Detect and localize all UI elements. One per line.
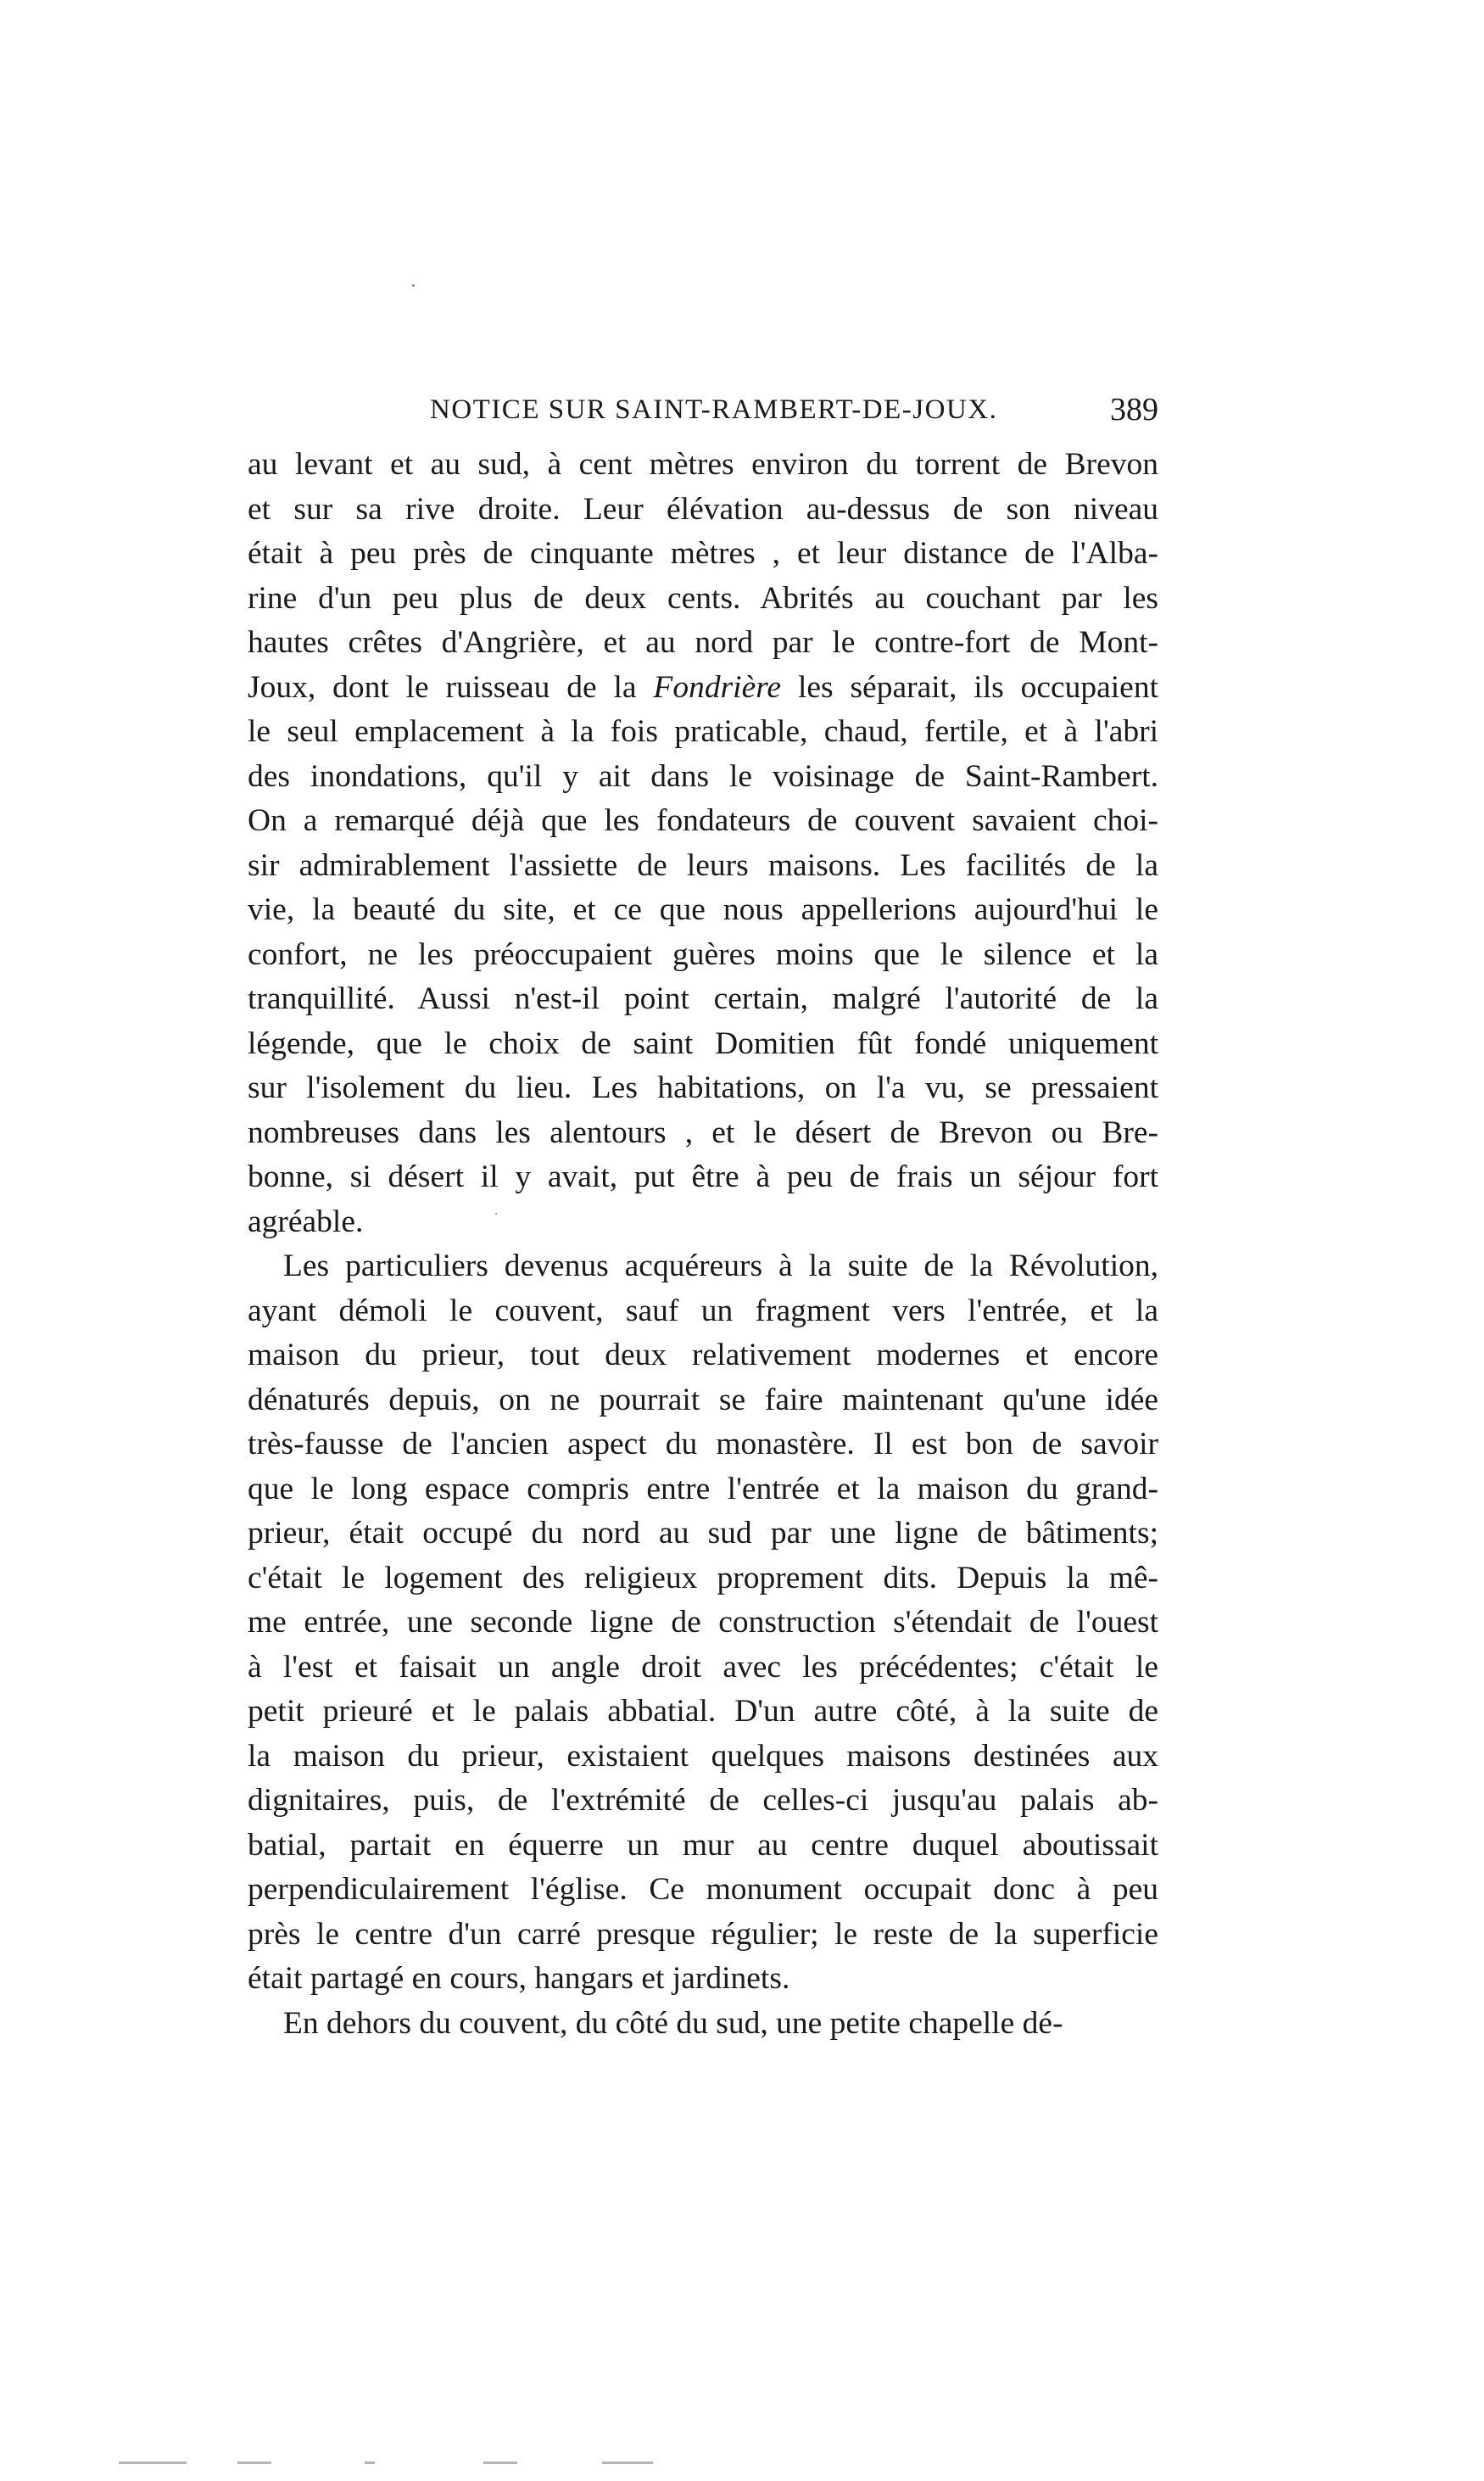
page-header — [248, 388, 1158, 431]
text-line: Les particuliers devenus acquéreurs à la suite de la Révolution, — [283, 1249, 1158, 1283]
edge-mark — [602, 2461, 653, 2464]
page-number: 389 — [1110, 392, 1158, 427]
text-line: hautes crêtes d'Angrière, et au nord par le contre-fort de Mont- — [248, 625, 1158, 660]
text-line: des inondations, qu'il y ait dans le voisinage de Saint-Rambert. — [248, 758, 1158, 794]
text-line: légende, que le choix de saint Domitien fût fondé uniquement — [248, 1025, 1158, 1061]
text-line: et sur sa rive droite. Leur élévation au-dessus de son niveau — [248, 491, 1158, 527]
text-line: prieur, était occupé du nord au sud par une ligne de bâtiments; — [248, 1516, 1158, 1551]
text-line: c'était le logement des religieux proprement dits. Depuis la mê- — [248, 1560, 1158, 1595]
paragraph — [248, 443, 1158, 1244]
ink-speck — [412, 284, 415, 287]
text-line: On a remarqué déjà que les fondateurs de couvent savaient choi- — [248, 803, 1158, 838]
text-line: nombreuses dans les alentours , et le désert de Brevon ou Bre- — [248, 1115, 1158, 1150]
text-line: batial, partait en équerre un mur au centre duquel aboutissait — [248, 1827, 1158, 1863]
ink-speck — [495, 1213, 497, 1215]
text-line: rine d'un peu plus de deux cents. Abrités au couchant par les — [248, 580, 1158, 616]
text-line: vie, la beauté du site, et ce que nous appellerions aujourd'hui le — [248, 892, 1158, 927]
text-line: dignitaires, puis, de l'extrémité de celles-ci jusqu'au palais ab- — [248, 1783, 1158, 1818]
text-line: la maison du prieur, existaient quelques maisons destinées aux — [248, 1738, 1158, 1774]
edge-mark — [365, 2461, 375, 2464]
text-line: au levant et au sud, à cent mètres environ du torrent de Brevon — [248, 447, 1158, 482]
text-line: à l'est et faisait un angle droit avec les précédentes; c'était le — [248, 1649, 1158, 1685]
text-line: me entrée, une seconde ligne de construction s'étendait de l'ouest — [248, 1605, 1158, 1640]
text-line: maison du prieur, tout deux relativement modernes et encore — [248, 1338, 1158, 1372]
paragraph — [248, 2002, 1158, 2047]
text-line: ayant démoli le couvent, sauf un fragment vers l'entrée, et la — [248, 1293, 1158, 1328]
edge-mark — [119, 2461, 187, 2464]
edge-mark — [237, 2461, 271, 2464]
text-line: était partagé en cours, hangars et jardinets. — [248, 1961, 790, 1996]
text-line: sur l'isolement du lieu. Les habitations, on l'a vu, se pressaient — [248, 1070, 1158, 1105]
text-line: le seul emplacement à la fois praticable, chaud, fertile, et à l'abri — [248, 714, 1158, 749]
body-text — [248, 443, 1158, 2046]
italic-term: Fondrière — [653, 669, 782, 705]
text-line: En dehors du couvent, du côté du sud, une petite chapelle dé- — [283, 2005, 1063, 2041]
page-edge-marks — [119, 2461, 661, 2467]
text-line: petit prieuré et le palais abbatial. D'un autre côté, à la suite de — [248, 1694, 1158, 1729]
text-line: était à peu près de cinquante mètres , et leur distance de l'Alba- — [248, 536, 1158, 571]
text-line: Joux, dont le ruisseau de la Fondrière les séparait, ils occupaient — [248, 669, 1158, 705]
text-line: confort, ne les préoccupaient guères moins que le silence et la — [248, 936, 1158, 972]
text-line: près le centre d'un carré presque régulier; le reste de la superficie — [248, 1916, 1158, 1952]
text-line: très-fausse de l'ancien aspect du monastère. Il est bon de savoir — [248, 1427, 1158, 1461]
text-line: que le long espace compris entre l'entrée et la maison du grand- — [248, 1471, 1158, 1506]
text-line: tranquillité. Aussi n'est-il point certain, malgré l'autorité de la — [248, 981, 1158, 1016]
text-line: agréable. — [248, 1204, 364, 1239]
running-title: NOTICE SUR SAINT-RAMBERT-DE-JOUX. — [430, 394, 998, 425]
text-line: dénaturés depuis, on ne pourrait se faire maintenant qu'une idée — [248, 1382, 1158, 1417]
text-line: bonne, si désert il y avait, put être à peu de frais un séjour fort — [248, 1159, 1158, 1194]
text-line: sir admirablement l'assiette de leurs maisons. Les facilités de la — [248, 847, 1158, 883]
paragraph — [248, 1244, 1158, 2002]
text-line: perpendiculairement l'église. Ce monument occupait donc à peu — [248, 1872, 1158, 1907]
edge-mark — [483, 2461, 517, 2464]
